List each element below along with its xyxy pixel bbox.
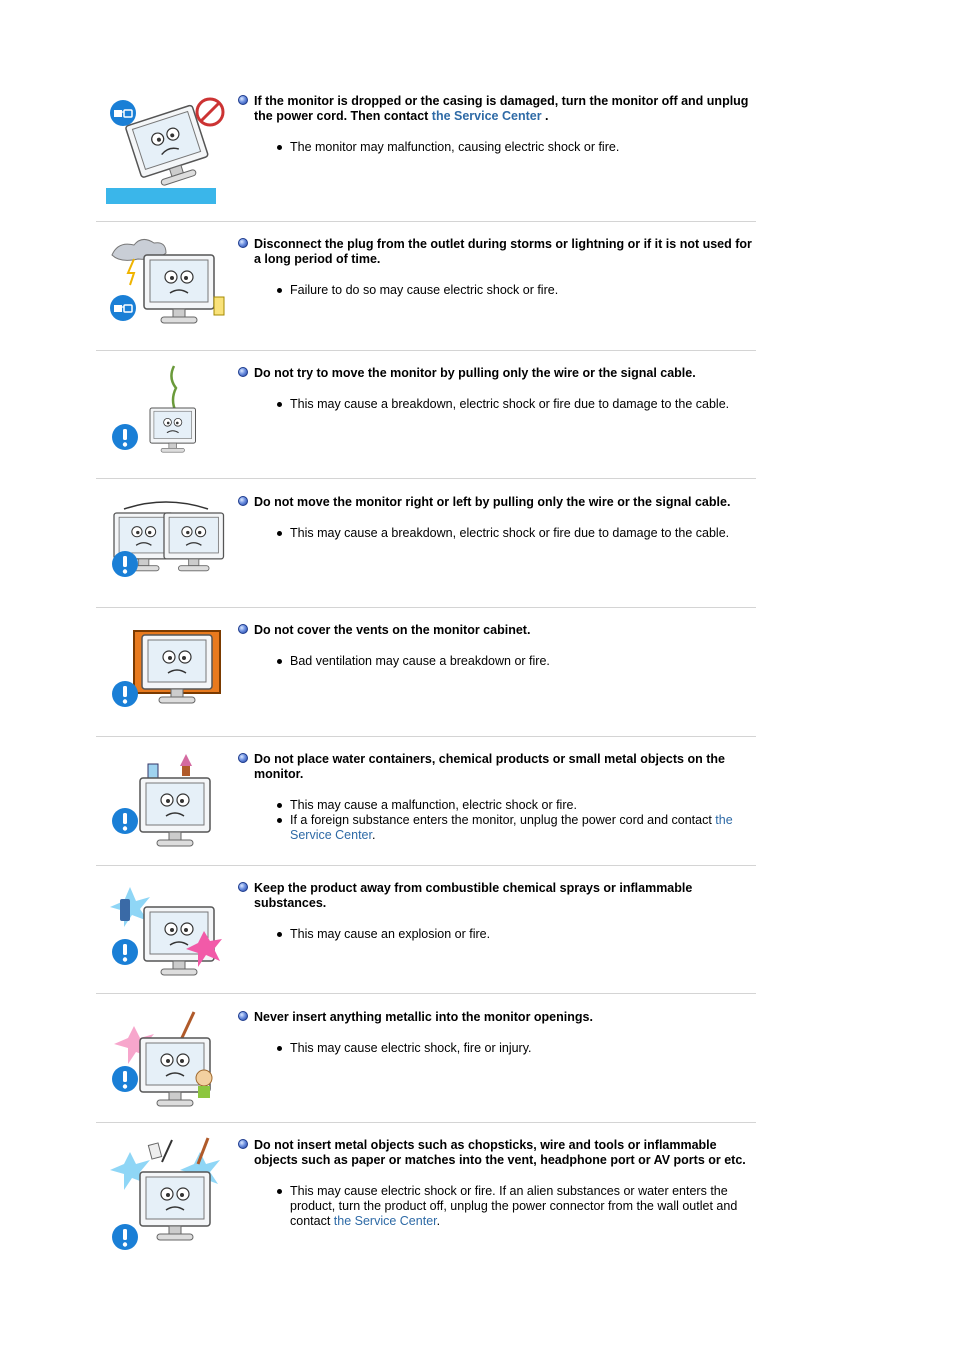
section-7-bullet-1: This may cause an explosion or fire. [290, 927, 756, 942]
blue-bullet-icon [238, 238, 248, 248]
section-8-heading: Never insert anything metallic into the monitor openings. [238, 1010, 756, 1025]
divider [96, 607, 756, 608]
service-center-link[interactable]: the Service Center [333, 1214, 437, 1228]
section-6-heading: Do not place water containers, chemical products or small metal objects on the monitor. [238, 752, 756, 782]
section-4-heading: Do not move the monitor right or left by pulling only the wire or the signal cable. [238, 495, 756, 510]
chemical-sprays-illustration [104, 879, 226, 991]
pulling-cable-illustration [104, 364, 226, 476]
section-9-bullet-1: This may cause electric shock or fire. If an alien substances or water enters the product, turn the product off, unplug the power connector from the wall outlet and contact the Service Center. [290, 1184, 756, 1229]
section-1-bullet-1: The monitor may malfunction, causing electric shock or fire. [290, 140, 756, 155]
blue-bullet-icon [238, 624, 248, 634]
section-3-bullet-1: This may cause a breakdown, electric shock or fire due to damage to the cable. [290, 397, 756, 412]
service-center-link[interactable]: the Service Center [431, 109, 542, 123]
section-2-heading: Disconnect the plug from the outlet during storms or lightning or if it is not used for a long period of time. [238, 237, 756, 267]
divider [96, 865, 756, 866]
blue-bullet-icon [238, 1139, 248, 1149]
moving-monitor-illustration [104, 493, 226, 605]
dropped-monitor-illustration [104, 92, 226, 204]
section-2-bullet-1: Failure to do so may cause electric shock or fire. [290, 283, 756, 298]
divider [96, 1122, 756, 1123]
section-6-bullet-1: This may cause a malfunction, electric shock or fire. [290, 798, 756, 813]
section-5-heading: Do not cover the vents on the monitor cabinet. [238, 623, 756, 638]
section-9-heading: Do not insert metal objects such as chopsticks, wire and tools or inflammable objects such as paper or matches into the vent, headphone port or AV ports or etc. [238, 1138, 756, 1168]
section-1-heading: If the monitor is dropped or the casing is damaged, turn the monitor off and unplug the power cord. Then contact the Service Center . [238, 94, 756, 124]
divider [96, 736, 756, 737]
divider [96, 221, 756, 222]
blue-bullet-icon [238, 367, 248, 377]
section-7-heading: Keep the product away from combustible chemical sprays or inflammable substances. [238, 881, 756, 911]
blue-bullet-icon [238, 95, 248, 105]
divider [96, 478, 756, 479]
section-4-bullet-1: This may cause a breakdown, electric shock or fire due to damage to the cable. [290, 526, 756, 541]
covered-vents-illustration [104, 621, 226, 733]
service-center-link[interactable]: the Service Center [290, 813, 733, 842]
section-8-bullet-1: This may cause electric shock, fire or injury. [290, 1041, 756, 1056]
water-containers-illustration [104, 750, 226, 862]
section-3-heading: Do not try to move the monitor by pulling only the wire or the signal cable. [238, 366, 756, 381]
blue-bullet-icon [238, 496, 248, 506]
section-5-bullet-1: Bad ventilation may cause a breakdown or fire. [290, 654, 756, 669]
divider [96, 350, 756, 351]
metallic-insert-illustration [104, 1008, 226, 1120]
section-6-bullet-2: If a foreign substance enters the monitor, unplug the power cord and contact the Service Center. [290, 813, 756, 843]
storm-lightning-illustration [104, 235, 226, 347]
metal-objects-illustration [104, 1136, 226, 1260]
blue-bullet-icon [238, 1011, 248, 1021]
blue-bullet-icon [238, 753, 248, 763]
divider [96, 993, 756, 994]
blue-bullet-icon [238, 882, 248, 892]
